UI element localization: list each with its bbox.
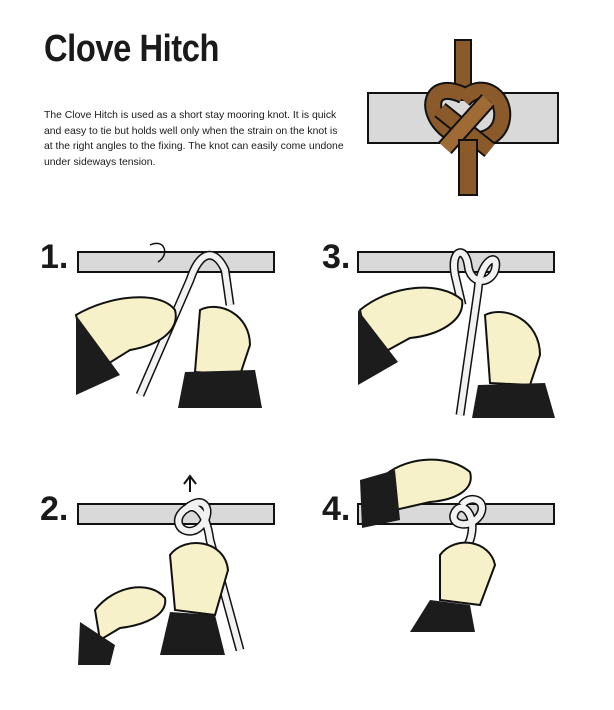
hero-rope-lower: [459, 140, 477, 195]
step-4-bottom-hand: [440, 543, 495, 605]
description-paragraph: The Clove Hitch is used as a short stay mooring knot. It is quick and easy to tie but holds well only when the strain on the knot is at the right angles to the fixing. The knot can easily come undone under sideways tension.: [44, 110, 344, 168]
step-1-right-sleeve: [178, 370, 262, 408]
page-title: Clove Hitch: [44, 28, 220, 70]
step-2-right-hand: [170, 543, 228, 615]
step-1-right-hand: [195, 307, 250, 375]
step-1-bar: [78, 252, 274, 272]
step-4-illustration: [358, 460, 554, 632]
step-3-right-sleeve: [472, 383, 555, 418]
step-1-illustration: [76, 243, 274, 408]
step-number-2: 2.: [40, 490, 69, 528]
step-2-right-sleeve: [160, 612, 225, 655]
step-number-1: 1.: [40, 238, 69, 276]
step-number-3: 3.: [322, 238, 351, 276]
step-4-bottom-sleeve: [410, 600, 475, 632]
step-number-4: 4.: [322, 490, 351, 528]
step-3-illustration: [358, 252, 555, 418]
hero-knot-illustration: [368, 40, 558, 195]
step-2-arrow-icon: [184, 476, 196, 492]
step-2-illustration: [78, 476, 274, 665]
step-4-top-sleeve: [360, 470, 400, 528]
step-2-left-hand: [95, 587, 165, 640]
step-3-right-hand: [485, 312, 540, 385]
